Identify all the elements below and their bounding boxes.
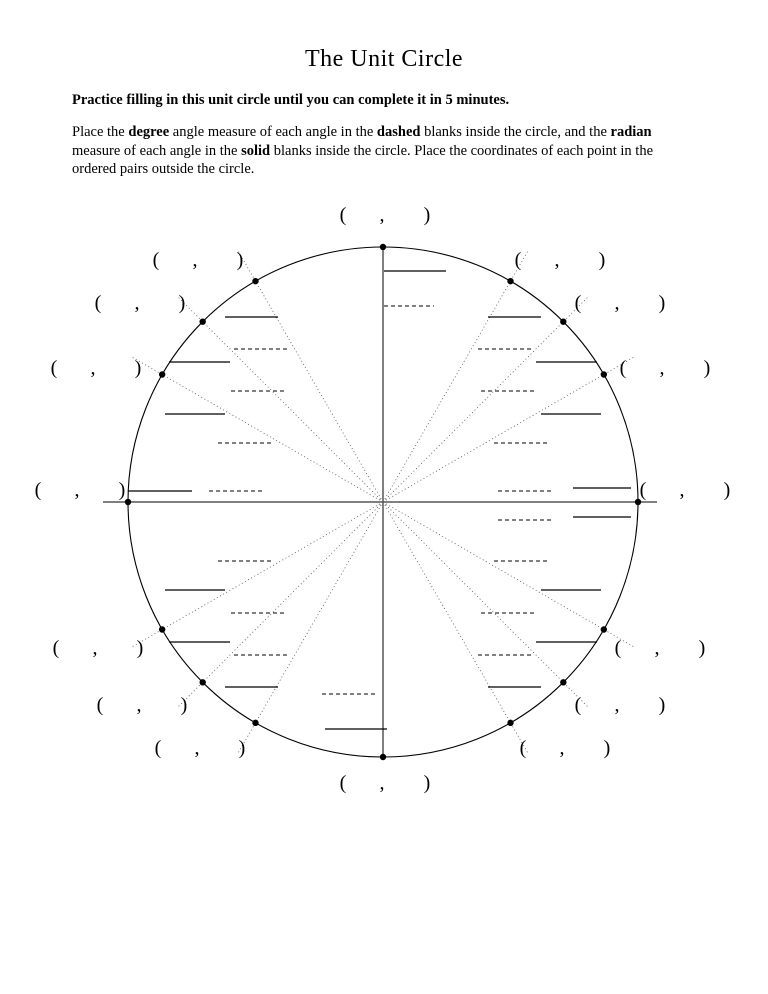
practice-instruction: Practice filling in this unit circle until you can complete it in 5 minutes. bbox=[72, 92, 510, 108]
pair-close-paren-135: ) bbox=[178, 292, 186, 314]
circle-point-270 bbox=[380, 754, 386, 760]
pair-open-paren-270: ( bbox=[339, 772, 347, 794]
pair-comma-60: , bbox=[554, 249, 560, 271]
pair-close-paren-225: ) bbox=[180, 694, 188, 716]
angle-ray-225 bbox=[179, 502, 383, 706]
pair-comma-150: , bbox=[90, 357, 96, 379]
circle-point-30 bbox=[601, 371, 607, 377]
circle-point-225 bbox=[199, 679, 205, 685]
pair-open-paren-30: ( bbox=[619, 357, 627, 379]
instr-bold-radian: radian bbox=[610, 124, 652, 140]
pair-open-paren-120: ( bbox=[152, 249, 160, 271]
instr-bold-degree: degree bbox=[128, 124, 170, 140]
pair-open-paren-150: ( bbox=[50, 357, 58, 379]
instructions-paragraph bbox=[72, 123, 694, 179]
pair-comma-300: , bbox=[559, 737, 565, 759]
circle-point-90 bbox=[380, 244, 386, 250]
angle-ray-45 bbox=[383, 298, 587, 502]
instr-text-5: blanks inside the circle. Place the coordinates of each point in the ordered pairs outside the circle. bbox=[72, 142, 654, 177]
circle-point-330 bbox=[601, 626, 607, 632]
instr-bold-solid: solid bbox=[241, 142, 271, 159]
pair-open-paren-210: ( bbox=[52, 637, 60, 659]
pair-open-paren-240: ( bbox=[154, 737, 162, 759]
pair-comma-0: , bbox=[679, 479, 685, 501]
pair-open-paren-180: ( bbox=[34, 479, 42, 501]
pair-open-paren-60: ( bbox=[514, 249, 522, 271]
instr-text-2: angle measure of each angle in the bbox=[169, 124, 377, 140]
angle-ray-300 bbox=[383, 502, 528, 752]
pair-close-paren-270: ) bbox=[423, 772, 431, 794]
pair-comma-315: , bbox=[614, 694, 620, 716]
angle-ray-210 bbox=[133, 502, 383, 647]
circle-point-135 bbox=[199, 318, 205, 324]
instr-text-4: measure of each angle in the bbox=[72, 142, 242, 159]
pair-close-paren-315: ) bbox=[658, 694, 666, 716]
pair-close-paren-90: ) bbox=[423, 204, 431, 226]
pair-close-paren-300: ) bbox=[603, 737, 611, 759]
angle-ray-315 bbox=[383, 502, 587, 706]
pair-close-paren-0: ) bbox=[723, 479, 731, 501]
circle-point-300 bbox=[507, 720, 513, 726]
instr-text-3: blanks inside the circle, and the bbox=[420, 124, 611, 140]
pair-close-paren-45: ) bbox=[658, 292, 666, 314]
pair-close-paren-210: ) bbox=[136, 637, 144, 659]
page-title: The Unit Circle bbox=[304, 46, 464, 72]
pair-close-paren-240: ) bbox=[238, 737, 246, 759]
pair-close-paren-180: ) bbox=[118, 479, 126, 501]
angle-ray-120 bbox=[239, 252, 384, 502]
pair-comma-270: , bbox=[379, 772, 385, 794]
angle-ray-30 bbox=[383, 358, 633, 503]
circle-point-240 bbox=[252, 720, 258, 726]
instr-bold-dashed: dashed bbox=[376, 124, 421, 140]
angle-ray-135 bbox=[179, 298, 383, 502]
pair-comma-240: , bbox=[194, 737, 200, 759]
pair-open-paren-300: ( bbox=[519, 737, 527, 759]
circle-point-210 bbox=[159, 626, 165, 632]
circle-point-120 bbox=[252, 278, 258, 284]
pair-comma-120: , bbox=[192, 249, 198, 271]
circle-point-45 bbox=[560, 318, 566, 324]
angle-ray-60 bbox=[383, 252, 528, 502]
pair-comma-90: , bbox=[379, 204, 385, 226]
pair-comma-180: , bbox=[74, 479, 80, 501]
pair-comma-135: , bbox=[134, 292, 140, 314]
circle-point-60 bbox=[507, 278, 513, 284]
pair-open-paren-90: ( bbox=[339, 204, 347, 226]
circle-point-180 bbox=[125, 499, 131, 505]
angle-ray-150 bbox=[133, 358, 383, 503]
pair-open-paren-225: ( bbox=[96, 694, 104, 716]
unit-circle-diagram bbox=[0, 195, 768, 835]
pair-comma-45: , bbox=[614, 292, 620, 314]
circle-point-150 bbox=[159, 371, 165, 377]
pair-open-paren-45: ( bbox=[574, 292, 582, 314]
angle-ray-240 bbox=[239, 502, 384, 752]
pair-close-paren-30: ) bbox=[703, 357, 711, 379]
pair-close-paren-150: ) bbox=[134, 357, 142, 379]
pair-comma-225: , bbox=[136, 694, 142, 716]
pair-close-paren-330: ) bbox=[698, 637, 706, 659]
circle-point-315 bbox=[560, 679, 566, 685]
pair-open-paren-135: ( bbox=[94, 292, 102, 314]
pair-open-paren-315: ( bbox=[574, 694, 582, 716]
pair-open-paren-0: ( bbox=[639, 479, 647, 501]
pair-comma-30: , bbox=[659, 357, 665, 379]
pair-open-paren-330: ( bbox=[614, 637, 622, 659]
instr-text-1: Place the bbox=[72, 124, 129, 140]
pair-close-paren-120: ) bbox=[236, 249, 244, 271]
angle-ray-330 bbox=[383, 502, 633, 647]
pair-close-paren-60: ) bbox=[598, 249, 606, 271]
pair-comma-210: , bbox=[92, 637, 98, 659]
pair-comma-330: , bbox=[654, 637, 660, 659]
